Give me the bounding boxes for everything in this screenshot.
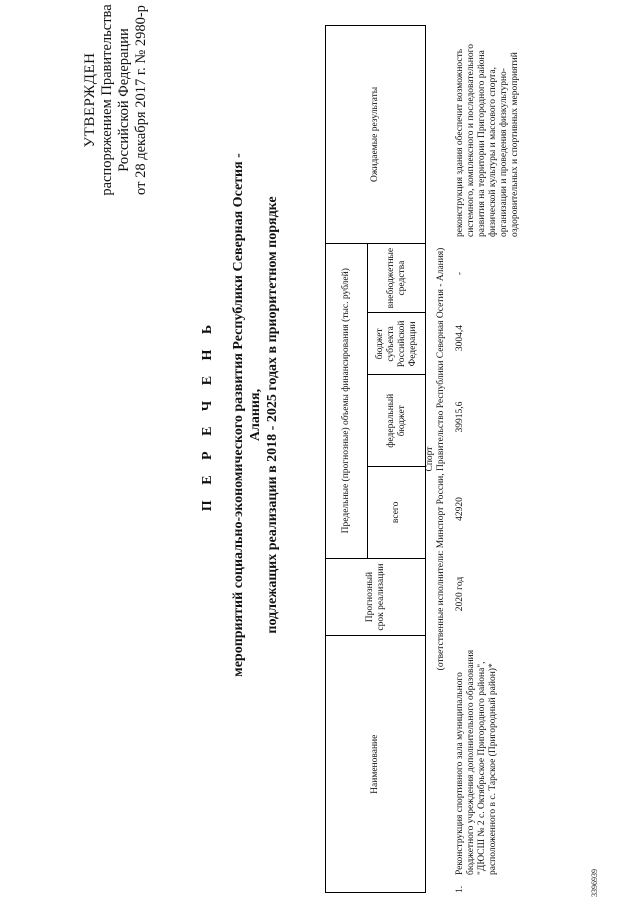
approval-heading: УТВЕРЖДЕН bbox=[82, 52, 98, 148]
header-regional: бюджет субъекта Российской Федерации bbox=[368, 313, 426, 375]
header-total: всего bbox=[368, 467, 426, 559]
header-table bbox=[325, 25, 426, 893]
row-name: Реконструкция спортивного зала муниципального бюджетного учреждения дополнительного образования "ДЮСШ № 2 с. Октябрьское Пригородного района", расположенного в с. Тарское (Пригородный район)* bbox=[455, 649, 498, 875]
approval-line-1: распоряжением Правительства bbox=[99, 4, 115, 196]
header-finance-group: Предельные (прогнозные) объемы финансирования (тыс. рублей) bbox=[326, 243, 368, 558]
row-extrabudget: - bbox=[455, 271, 465, 276]
row-results: реконструкция здания обеспечит возможность системного, комплексного и последовательного развития на территории Пригородного района физической культуры и массового спорта, организации и проведения физкультурно-оздоровительных и спортивных мероприятий bbox=[455, 43, 520, 237]
document-subtitle-line-1: мероприятий социально-экономического развития Республики Северная Осетия - Алания, bbox=[231, 153, 263, 677]
section-title: Спорт bbox=[425, 446, 435, 472]
header-name: Наименование bbox=[326, 636, 426, 893]
header-results: Ожидаемые результаты bbox=[326, 26, 426, 244]
document-id: 3396939 bbox=[590, 869, 599, 897]
row-federal: 39915,6 bbox=[455, 401, 465, 433]
section-heading bbox=[425, 25, 447, 893]
row-term: 2020 год bbox=[455, 576, 465, 612]
approval-stamp bbox=[82, 0, 150, 200]
row-regional: 3004,4 bbox=[455, 324, 465, 352]
approval-line-2: Российской Федерации bbox=[116, 28, 132, 172]
section-executors: (ответственные исполнители: Минспорт России, Правительство Республики Северная Осетия - Алания) bbox=[436, 247, 446, 671]
header-extrabudget: внебюджетные средства bbox=[368, 243, 426, 313]
row-number: 1. bbox=[455, 885, 465, 893]
document-subtitle-line-2: подлежащих реализации в 2018 - 2025 годах в приоритетном порядке bbox=[265, 196, 280, 634]
row-total: 42920 bbox=[455, 497, 465, 521]
header-federal: федеральный бюджет bbox=[368, 375, 426, 467]
header-term: Прогнозный срок реализации bbox=[326, 558, 426, 636]
document-title-block bbox=[200, 135, 281, 695]
approval-line-3: от 28 декабря 2017 г. № 2980-р bbox=[133, 5, 149, 195]
document-heading: П Е Р Е Ч Е Н Ь bbox=[200, 318, 215, 512]
